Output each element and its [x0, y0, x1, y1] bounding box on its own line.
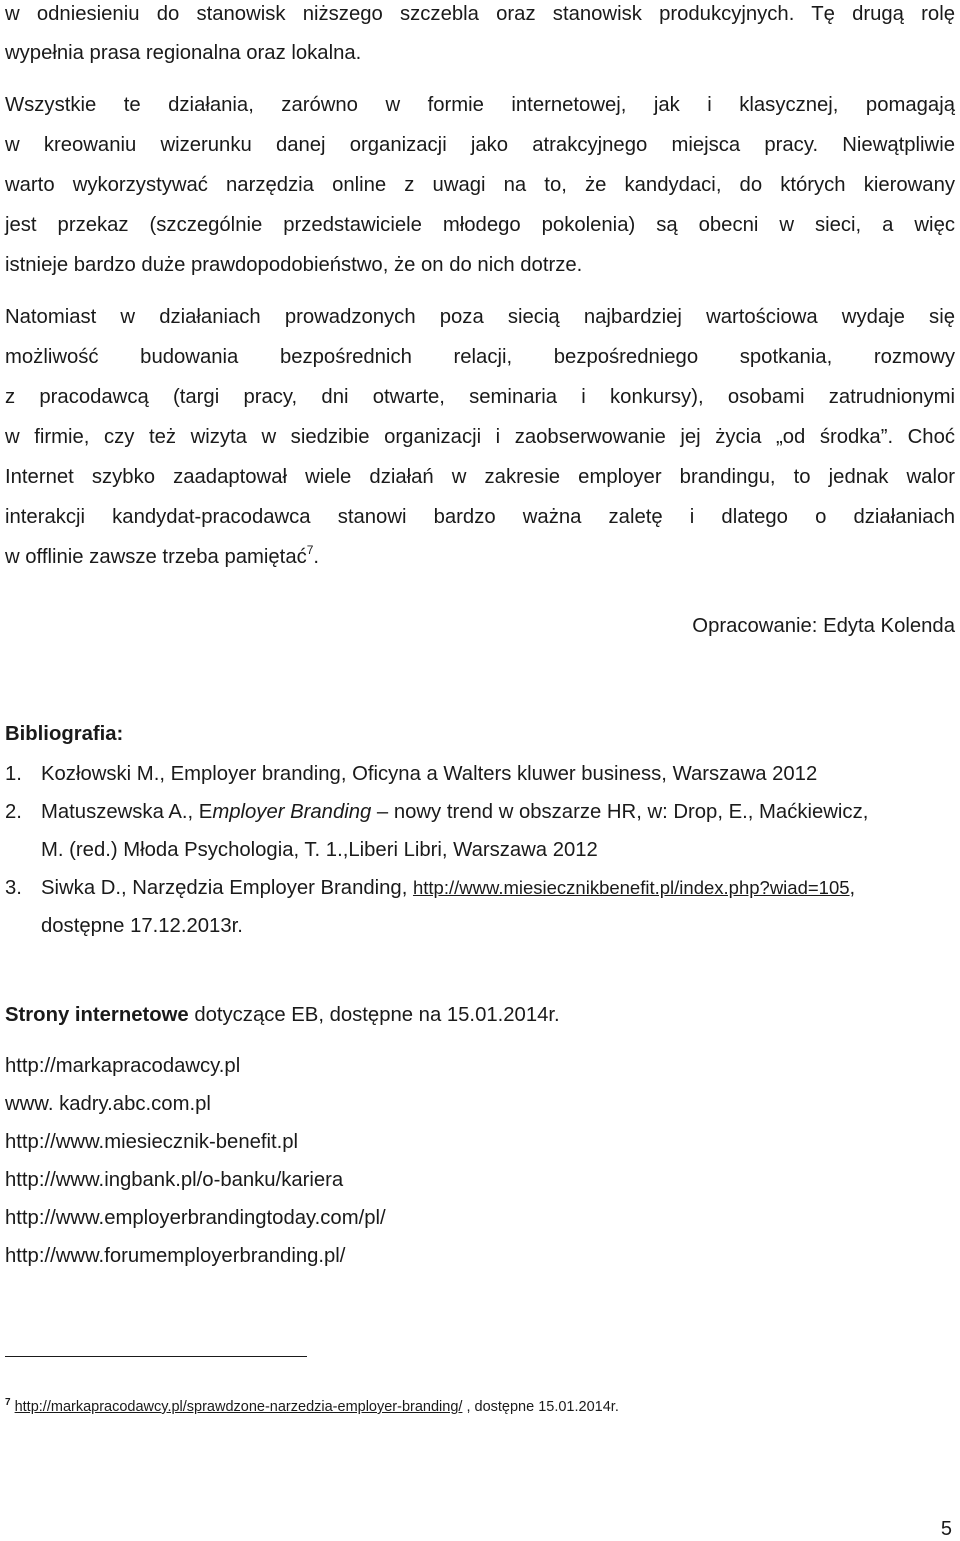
- paragraph-1-line-2: wypełnia prasa regionalna oraz lokalna.: [5, 42, 362, 64]
- paragraph-3-line-6: interakcji kandydat-pracodawca stanowi bardzo ważna zaletę i dlatego o działaniach: [5, 506, 955, 528]
- paragraph-3-line-3: z pracodawcą (targi pracy, dni otwarte, seminaria i konkursy), osobami zatrudnionymi: [5, 386, 955, 408]
- websites-heading-bold: Strony internetowe: [5, 1004, 189, 1026]
- bibliography-item-2: [5, 800, 868, 824]
- websites-heading: [5, 1003, 560, 1027]
- bibliography-item-3: [5, 876, 855, 900]
- footnote-separator: [5, 1356, 307, 1357]
- bibliography-item-1: [5, 762, 817, 786]
- footnote-reference[interactable]: 7: [306, 543, 314, 557]
- bibliography-item-number: 3.: [5, 877, 22, 899]
- bibliography-item-2-line-2: M. (red.) Młoda Psychologia, T. 1.,Liberi Libri, Warszawa 2012: [41, 839, 598, 861]
- paragraph-1-line-1: w odniesieniu do stanowisk niższego szczebla oraz stanowisk produkcyjnych. Tę drugą rolę: [5, 3, 955, 25]
- footnote: [5, 1398, 619, 1416]
- paragraph-3-line-7: [5, 545, 319, 569]
- bibliography-link[interactable]: http://www.miesiecznikbenefit.pl/index.php?wiad=105: [412, 877, 850, 898]
- bibliography-item-text-rest: – nowy trend w obszarze HR, w: Drop, E., Maćkiewicz,: [371, 801, 869, 823]
- paragraph-3-line-2: możliwość budowania bezpośrednich relacji, bezpośredniego spotkania, rozmowy: [5, 346, 955, 368]
- bibliography-item-text-rest: ,: [849, 877, 856, 899]
- paragraph-2-line-1: Wszystkie te działania, zarówno w formie internetowej, jak i klasycznej, pomagają: [5, 94, 955, 116]
- paragraph-2-line-5: istnieje bardzo duże prawdopodobieństwo, że on do nich dotrze.: [5, 254, 583, 276]
- website-link-6[interactable]: http://www.forumemployerbranding.pl/: [5, 1245, 346, 1267]
- bibliography-item-text: Kozłowski M., Employer branding, Oficyna a Walters kluwer business, Warszawa 2012: [41, 763, 818, 785]
- bibliography-heading: Bibliografia:: [5, 723, 124, 745]
- bibliography-item-3-line-2: dostępne 17.12.2013r.: [41, 915, 243, 937]
- paragraph-3-line-4: w firmie, czy też wizyta w siedzibie organizacji i zaobserwowanie jej życia „od środka”. Choć: [5, 426, 955, 448]
- bibliography-item-italic-title: mployer Branding: [212, 801, 372, 823]
- website-link-2[interactable]: www. kadry.abc.com.pl: [5, 1093, 211, 1115]
- paragraph-2-line-3: warto wykorzystywać narzędzia online z uwagi na to, że kandydaci, do których kierowany: [5, 174, 955, 196]
- bibliography-item-text: Matuszewska A., E: [41, 801, 213, 823]
- paragraph-2-line-2: w kreowaniu wizerunku danej organizacji jako atrakcyjnego miejsca pracy. Niewątpliwie: [5, 134, 955, 156]
- paragraph-3-line-7-end: .: [313, 546, 320, 568]
- website-link-5[interactable]: http://www.employerbrandingtoday.com/pl/: [5, 1207, 386, 1229]
- paragraph-3-line-5: Internet szybko zaadaptował wiele działań w zakresie employer brandingu, to jednak walor: [5, 466, 955, 488]
- bibliography-item-number: 1.: [5, 763, 22, 785]
- footnote-link[interactable]: http://markapracodawcy.pl/sprawdzone-narzedzia-employer-branding/: [14, 1399, 463, 1415]
- websites-heading-rest: dotyczące EB, dostępne na 15.01.2014r.: [188, 1004, 560, 1026]
- paragraph-3-line-1: Natomiast w działaniach prowadzonych poza siecią najbardziej wartościowa wydaje się: [5, 306, 955, 328]
- website-link-1[interactable]: http://markapracodawcy.pl: [5, 1055, 241, 1077]
- paragraph-3-line-7-text: w offlinie zawsze trzeba pamiętać: [5, 546, 307, 568]
- paragraph-2-line-4: jest przekaz (szczególnie przedstawiciele młodego pokolenia) są obecni w sieci, a więc: [5, 214, 955, 236]
- bibliography-item-text: Siwka D., Narzędzia Employer Branding,: [41, 877, 413, 899]
- bibliography-item-number: 2.: [5, 801, 22, 823]
- page-number: 5: [940, 1518, 952, 1540]
- website-link-3[interactable]: http://www.miesiecznik-benefit.pl: [5, 1131, 299, 1153]
- author-credit: Opracowanie: Edyta Kolenda: [692, 615, 955, 637]
- footnote-number: 7: [5, 1397, 11, 1408]
- footnote-text: , dostępne 15.01.2014r.: [462, 1399, 619, 1415]
- website-link-4[interactable]: http://www.ingbank.pl/o-banku/kariera: [5, 1169, 344, 1191]
